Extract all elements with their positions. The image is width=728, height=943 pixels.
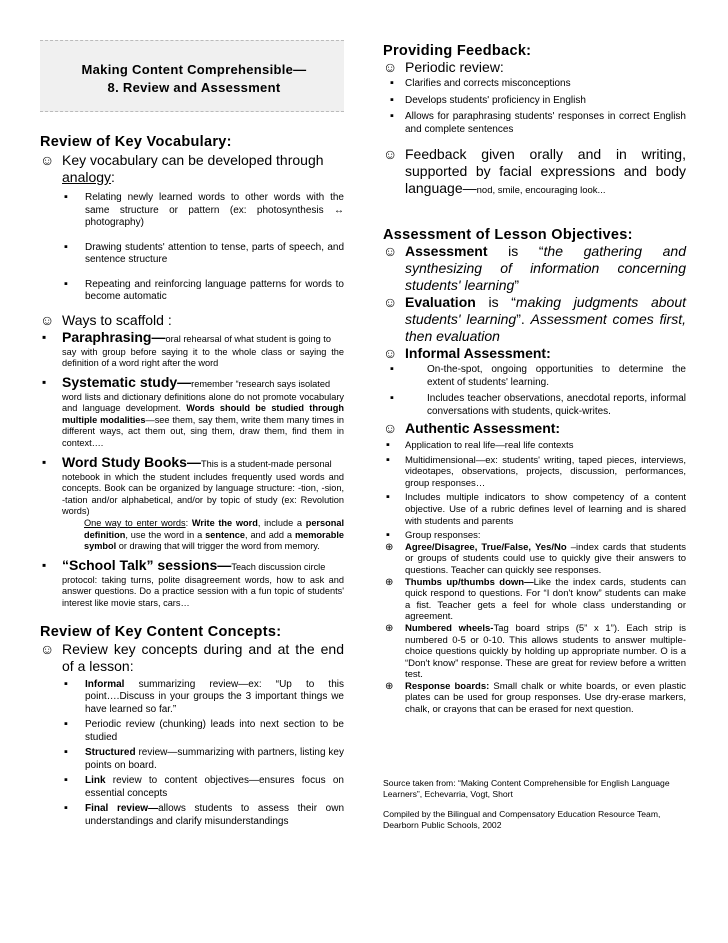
list-item: ▪ Repeating and reinforcing language patterns for words to become automatic — [40, 279, 344, 304]
method-bold-4: memorable symbol — [84, 529, 344, 552]
paraphrasing-item — [40, 329, 344, 370]
assessment-definition — [383, 243, 686, 294]
method-underlined: One way to enter words — [84, 518, 186, 529]
method-text-2: , use the word in a — [125, 529, 203, 540]
list-item: ▪ Includes teacher observations, anecdotal reports, informal conversations with students, quick-writes. — [383, 393, 686, 418]
item-bold: Link — [85, 775, 106, 787]
list-item — [383, 542, 686, 577]
school-talk-text-1: Teach discussion circle — [231, 561, 326, 572]
paraphrasing-text-1: oral rehearsal of what student is going to — [165, 333, 331, 344]
list-item: ▪ Group responses: — [383, 530, 686, 542]
authentic-heading — [383, 420, 686, 437]
smiley-icon: ☺ — [383, 345, 398, 361]
periodic-review-text: Periodic review: — [405, 59, 504, 75]
authentic-heading-text: Authentic Assessment: — [405, 420, 561, 436]
vocab-intro-text: Key vocabulary can be developed through — [62, 152, 324, 168]
assessment-end: ” — [514, 277, 519, 293]
word-study-books-text-1: This is a student-made personal — [200, 458, 332, 469]
informal-heading-text: Informal Assessment: — [405, 345, 551, 361]
vocab-intro — [40, 152, 344, 186]
method-colon: : — [185, 518, 189, 529]
assessment-def: the gathering and synthesizing of information concerning students' learning — [405, 243, 686, 293]
evaluation-definition — [383, 294, 686, 345]
group-text: Like the index cards, students can quick respond to questions. For “I don't know” students can make a fist. Teacher gets a feel for whole class understanding or agreement. — [405, 576, 686, 623]
list-item: ▪ Includes multiple indicators to show competency of a content objective. Use of a rubric defines level of learning and is shared with students and parents — [383, 492, 686, 527]
scaffold-intro-text: Ways to scaffold : — [62, 311, 172, 328]
smiley-icon: ☺ — [383, 59, 398, 75]
systematic-study-text-2: word lists and dictionary definitions alone do not promote vocabulary and language development. — [62, 391, 344, 414]
paraphrasing-heading: Paraphrasing— — [62, 328, 166, 345]
list-item: ▪ Allows for paraphrasing students' responses in correct English and complete sentences — [383, 111, 686, 136]
concepts-heading: Review of Key Content Concepts: — [40, 623, 282, 640]
group-bold: Thumbs up/thumbs down— — [405, 576, 534, 588]
paraphrasing-text-2: say with group before saying it to the whole class or saying the definition of a word right after the word — [62, 346, 344, 369]
systematic-study-bold: Words should be studied through multiple modalities — [62, 403, 344, 425]
evaluation-is: is “ — [475, 294, 516, 310]
list-item: ▪ Drawing students' attention to tense, parts of speech, and sentence structure — [40, 242, 344, 267]
list-item — [383, 681, 686, 716]
list-item — [40, 803, 344, 828]
smiley-icon: ☺ — [383, 294, 398, 310]
group-bold: Numbered wheels- — [405, 622, 494, 634]
group-bold: Agree/Disagree, True/False, Yes/No — [405, 541, 567, 553]
systematic-study-body — [62, 392, 344, 450]
informal-heading — [383, 345, 686, 362]
title-line-1: Making Content Comprehensible— — [81, 62, 307, 77]
smiley-icon: ☺ — [40, 311, 55, 328]
vocab-heading: Review of Key Vocabulary: — [40, 134, 232, 150]
list-item: ▪ Develops students' proficiency in English — [383, 95, 686, 108]
school-talk-heading: “School Talk” sessions— — [62, 556, 232, 573]
smiley-icon: ☺ — [40, 640, 55, 657]
item-text: summarizing review—ex: “Up to this point….Discuss in your groups the 3 important things we have learned so far.” — [85, 678, 344, 715]
scaffold-intro — [40, 312, 344, 329]
word-study-books-text-2: notebook in which the student includes frequently used words and concepts. Book can be organized by language structure: -tion, -sion, -tation and/or alphabetical, and/or by topic of study (ex: Revolution words) — [62, 471, 344, 517]
feedback-heading: Providing Feedback: — [383, 43, 532, 59]
source-citation: Source taken from: “Making Content Comprehensible for English Language Learners”, Echevarria, Vogt, Short — [383, 777, 670, 799]
colon: : — [111, 169, 115, 185]
item-text: review to content objectives—ensures focus on essential concepts — [85, 775, 344, 799]
method-text-1: , include a — [257, 518, 302, 529]
group-text: Small chalk or white boards, or even plastic plates can be used for group responses. Use dry-erase markers, chalk, or crayons that can be erased for next question. — [405, 680, 686, 716]
assessment-heading: Assessment of Lesson Objectives: — [383, 227, 633, 243]
concepts-intro — [40, 641, 344, 675]
list-item: ▪ Clarifies and corrects misconceptions — [383, 78, 686, 91]
systematic-study-heading: Systematic study— — [62, 373, 192, 390]
assessment-term: Assessment — [405, 243, 488, 259]
right-column — [383, 43, 686, 831]
word-study-books-heading: Word Study Books— — [62, 453, 201, 470]
word-study-books-item — [40, 454, 344, 553]
evaluation-def-2: Assessment comes first, then evaluation — [405, 311, 686, 344]
list-item — [40, 775, 344, 800]
list-item — [40, 679, 344, 717]
systematic-study-item — [40, 374, 344, 450]
item-text: review—summarizing with partners, listing key points on board. — [85, 747, 344, 771]
evaluation-term: Evaluation — [405, 294, 476, 310]
compiled-by: Compiled by the Bilingual and Compensatory Education Resource Team, Dearborn Public Schools, 2002 — [383, 808, 661, 830]
group-bold: Response boards: — [405, 680, 490, 692]
list-item — [383, 577, 686, 623]
evaluation-def: making judgments about students' learning — [405, 294, 686, 327]
list-item — [383, 623, 686, 681]
smiley-icon: ☺ — [383, 243, 398, 259]
school-talk-text-2: protocol: taking turns, polite disagreement words, how to ask and answer questions. Do a practice session with a fun topic of students' interest like movie stars, cars… — [62, 574, 344, 608]
feedback-bullets — [383, 78, 686, 136]
informal-bullets — [383, 364, 686, 418]
list-item: ▪ On-the-spot, ongoing opportunities to determine the extent of students' learning. — [383, 364, 686, 389]
list-item — [40, 747, 344, 772]
list-item — [40, 719, 344, 744]
list-item: ▪ Multidimensional—ex: students' writing, taped pieces, interviews, videotapes, observations, projects, discussion, performances, group responses… — [383, 455, 686, 490]
method-text-3: , and add a — [244, 529, 293, 540]
list-item: ▪ Application to real life—real life contexts — [383, 440, 686, 452]
item-text: Periodic review (chunking) leads into next section to be studied — [85, 719, 344, 743]
group-text: –index cards that students or groups of students could use to quickly give their answers to questions. Teacher can quickly see responses. — [405, 541, 687, 576]
item-text: allows students to assess their own understandings and clarify misunderstandings — [85, 803, 345, 827]
smiley-icon: ☺ — [40, 152, 55, 168]
concepts-intro-text: Review key concepts during and at the end of a lesson: — [62, 640, 344, 674]
smiley-icon: ☺ — [383, 146, 398, 162]
school-talk-item — [40, 557, 344, 610]
item-bold: Final review— — [85, 803, 159, 815]
authentic-bullets — [383, 440, 686, 716]
item-bold: Structured — [85, 747, 136, 759]
title-line-2: 8. Review and Assessment — [107, 80, 281, 95]
method-text-4: or drawing that will trigger the word from memory. — [118, 541, 320, 552]
assessment-is: is “ — [487, 243, 544, 259]
document-title — [40, 40, 344, 112]
method-bold-3: sentence — [205, 529, 245, 540]
method-bold-2: personal definition — [84, 518, 344, 540]
systematic-study-text-3: —see them, say them, write them many times in different ways, act them out, sing them, draw them, find them in context…. — [62, 414, 344, 449]
left-column — [40, 40, 344, 828]
vocab-bullets — [40, 192, 344, 304]
item-bold: Informal — [85, 678, 125, 690]
evaluation-mid: ”. — [516, 311, 531, 327]
group-text: Tag board strips (5” x 1”). Each strip is numbered 0-5 or 0-10. This allows students to answer multiple-choice questions quickly by holding up appropriate number. O is a “Don't know” response. These are great for review before a written test. — [405, 622, 687, 681]
method-bold-1: Write the word — [191, 518, 258, 529]
smiley-icon: ☺ — [383, 420, 398, 436]
word-study-books-method — [62, 518, 344, 553]
feedback-note — [383, 146, 686, 199]
analogy-text: analogy — [62, 169, 112, 185]
systematic-study-text-1: remember “research says isolated — [191, 378, 331, 389]
list-item: ▪ Relating newly learned words to other words with the same structure or pattern (ex: photosynthesis ↔ photography) — [40, 192, 344, 230]
feedback-note-text: Feedback given orally and in writing, supported by facial expressions and body language— — [405, 146, 686, 196]
feedback-note-small: nod, smile, encouraging look... — [476, 185, 606, 196]
concepts-bullets — [40, 679, 344, 829]
periodic-review — [383, 59, 686, 76]
